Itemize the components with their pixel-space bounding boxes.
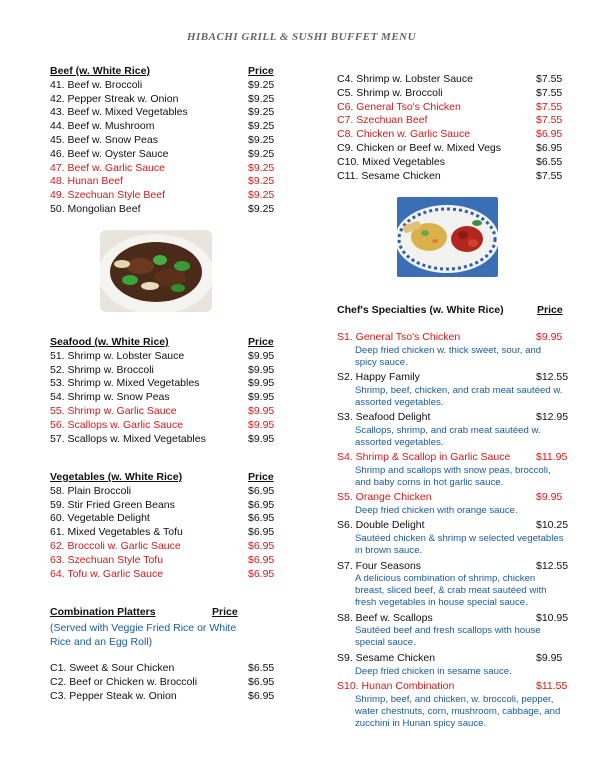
- item-name: 52. Shrimp w. Broccoli: [50, 363, 154, 376]
- specialty-row: [337, 519, 577, 533]
- item-price: $7.55: [536, 114, 563, 127]
- item-price: $12.55: [536, 559, 569, 572]
- combination-header-label: Combination Platters: [50, 606, 156, 618]
- specialty-row: [337, 491, 577, 505]
- item-name: S4. Shrimp & Scallop in Garlic Sauce: [337, 451, 511, 464]
- seafood-header-label: Seafood (w. White Rice): [50, 336, 169, 348]
- item-name: C7. Szechuan Beef: [337, 114, 428, 127]
- item-name: C1. Sweet & Sour Chicken: [50, 662, 175, 674]
- item-name: S10. Hunan Combination: [337, 679, 455, 692]
- item-price: $6.95: [248, 675, 275, 688]
- menu-item: [337, 142, 567, 156]
- item-name: S8. Beef w. Scallops: [337, 611, 433, 624]
- menu-item: [50, 364, 280, 378]
- specialty-description: assorted vegetables.: [355, 436, 444, 448]
- menu-item: [50, 93, 280, 107]
- item-name: 55. Shrimp w. Garlic Sauce: [50, 404, 177, 417]
- specialty-item: [337, 371, 577, 409]
- item-name: 43. Beef w. Mixed Vegetables: [50, 106, 188, 119]
- beef-section: [50, 65, 280, 217]
- specialty-row: [337, 371, 577, 385]
- specialty-item: [337, 560, 577, 610]
- item-name: C5. Shrimp w. Broccoli: [337, 86, 443, 99]
- item-name: C4. Shrimp w. Lobster Sauce: [337, 73, 473, 85]
- item-price: $9.25: [248, 147, 275, 160]
- item-price: $12.95: [536, 411, 569, 424]
- item-price: $6.95: [248, 567, 275, 580]
- menu-item: [50, 350, 280, 364]
- item-price: $6.55: [248, 662, 275, 674]
- specialty-description: Deep fried chicken w. thick sweet, sour, and: [355, 344, 542, 356]
- beef-price-label: Price: [248, 65, 274, 77]
- menu-item: [337, 114, 567, 128]
- item-price: $9.25: [248, 106, 275, 119]
- item-price: $6.95: [248, 553, 275, 566]
- menu-item: [337, 156, 567, 170]
- item-price: $9.95: [248, 349, 275, 362]
- item-price: $9.95: [536, 491, 563, 504]
- item-price: $9.25: [248, 133, 275, 146]
- item-price: $9.95: [536, 651, 563, 664]
- seafood-section: [50, 336, 280, 446]
- combo-plate-photo: [397, 197, 498, 277]
- item-price: $6.95: [248, 689, 275, 702]
- item-name: S7. Four Seasons: [337, 559, 422, 572]
- specialty-description: Scallops, shrimp, and crab meat sautéed w.: [355, 424, 541, 436]
- specialties-header-block: [337, 304, 577, 318]
- item-name: 46. Beef w. Oyster Sauce: [50, 147, 169, 160]
- combination-list-left: [50, 662, 280, 703]
- vegetables-header-label: Vegetables (w. White Rice): [50, 471, 183, 483]
- item-name: C9. Chicken or Beef w. Mixed Vegs: [337, 141, 501, 154]
- menu-item: [50, 512, 280, 526]
- item-price: $11.55: [536, 679, 568, 692]
- item-name: 49. Szechuan Style Beef: [50, 189, 165, 202]
- menu-item: [50, 203, 280, 217]
- item-price: $6.95: [248, 526, 275, 539]
- specialty-description: Sautéed beef and fresh scallops with house: [355, 625, 541, 637]
- specialty-row: [337, 680, 577, 694]
- item-name: C10. Mixed Vegetables: [337, 155, 445, 168]
- menu-item: [50, 419, 280, 433]
- menu-item: [50, 540, 280, 554]
- item-name: 57. Scallops w. Mixed Vegetables: [50, 432, 206, 445]
- specialty-item: [337, 451, 577, 489]
- item-name: 44. Beef w. Mushroom: [50, 120, 155, 133]
- menu-title: HIBACHI GRILL & SUSHI BUFFET MENU: [186, 31, 417, 43]
- item-price: $9.95: [248, 377, 275, 390]
- menu-item: [50, 433, 280, 447]
- specialty-row: [337, 451, 577, 465]
- item-name: 42. Pepper Streak w. Onion: [50, 92, 179, 105]
- item-price: $6.95: [248, 498, 275, 511]
- specialty-description: Sautéed chicken & shrimp w selected vegetables: [355, 533, 564, 545]
- specialty-description: Deep fried chicken with orange sauce.: [355, 505, 518, 517]
- item-price: $10.25: [536, 519, 569, 532]
- specialty-description: Shrimp, beef, and chicken, w. broccoli, pepper,: [355, 693, 554, 705]
- item-name: 56. Scallops w. Garlic Sauce: [50, 418, 184, 431]
- item-name: 58. Plain Broccoli: [50, 484, 132, 497]
- item-name: C8. Chicken w. Garlic Sauce: [337, 128, 471, 141]
- specialty-description: and baby corns in hot garlic sauce.: [355, 477, 504, 489]
- item-name: 50. Mongolian Beef: [50, 202, 141, 215]
- item-price: $9.95: [248, 418, 275, 431]
- specialty-item: [337, 652, 577, 678]
- menu-item: [337, 73, 567, 87]
- item-price: $9.95: [248, 363, 275, 376]
- specialty-description: water chestnuts, corn, mushroom, cabbage, and: [355, 705, 561, 717]
- seafood-price-label: Price: [248, 336, 274, 348]
- item-price: $9.95: [248, 432, 275, 445]
- item-name: S9. Sesame Chicken: [337, 651, 436, 664]
- menu-item: [50, 175, 280, 189]
- menu-item: [50, 568, 280, 582]
- item-name: C2. Beef or Chicken w. Broccoli: [50, 675, 198, 688]
- specialty-item: [337, 612, 577, 650]
- item-name: S6. Double Delight: [337, 519, 425, 532]
- item-price: $6.95: [248, 512, 275, 525]
- beef-dish-photo: [100, 230, 212, 312]
- specialty-description: fresh vegetables in house special sauce.: [355, 597, 528, 609]
- item-price: $6.95: [248, 539, 275, 552]
- combination-price-label: Price: [212, 606, 238, 618]
- specialties-header: [337, 304, 577, 318]
- specialty-item: [337, 331, 577, 369]
- menu-item: [50, 106, 280, 120]
- item-price: $9.25: [248, 175, 275, 188]
- item-price: $6.95: [536, 141, 563, 154]
- menu-item: [50, 120, 280, 134]
- item-price: $9.25: [248, 202, 275, 215]
- menu-item: [50, 391, 280, 405]
- combination-note: (Served with Veggie Fried Rice or White Rice and an Egg Roll): [50, 621, 237, 648]
- specialty-description: spicy sauce.: [355, 356, 408, 368]
- specialty-description: Shrimp and scallops with snow peas, broccoli,: [355, 465, 551, 477]
- seafood-header: [50, 336, 280, 350]
- specialty-row: [337, 612, 577, 626]
- menu-item: [50, 79, 280, 93]
- item-price: $9.95: [536, 331, 563, 343]
- specialties-list: [337, 331, 577, 732]
- item-name: C3. Pepper Steak w. Onion: [50, 689, 177, 702]
- menu-item: [50, 499, 280, 513]
- specialty-description: A delicious combination of shrimp, chicken: [355, 573, 536, 585]
- menu-item: [50, 377, 280, 391]
- menu-item: [337, 170, 567, 184]
- item-name: 61. Mixed Vegetables & Tofu: [50, 526, 183, 539]
- menu-item: [50, 676, 280, 690]
- specialty-row: [337, 560, 577, 574]
- specialty-row: [337, 411, 577, 425]
- menu-item: [50, 554, 280, 568]
- item-price: $10.95: [536, 611, 569, 624]
- item-name: C6. General Tso's Chicken: [337, 100, 461, 113]
- item-name: 60. Vegetable Delight: [50, 512, 150, 525]
- specialty-description: zucchini in Hunan spicy sauce.: [355, 717, 487, 729]
- specialty-description: breast, sliced beef, & crab meat sautéed with: [355, 585, 547, 597]
- item-price: $9.25: [248, 189, 275, 202]
- menu-item: [337, 101, 567, 115]
- item-price: $9.95: [248, 404, 275, 417]
- beef-header: [50, 65, 280, 79]
- menu-item: [50, 148, 280, 162]
- item-price: $9.95: [248, 391, 275, 404]
- specialty-item: [337, 680, 577, 730]
- item-name: 47. Beef w. Garlic Sauce: [50, 161, 165, 174]
- specialty-description: assorted vegetables.: [355, 396, 444, 408]
- specialty-description: special sauce.: [355, 637, 416, 649]
- menu-item: [50, 162, 280, 176]
- specialty-item: [337, 491, 577, 517]
- combination-header-block: [50, 606, 280, 649]
- item-price: $6.95: [248, 484, 275, 497]
- specialty-description: Deep fried chicken in sesame sauce.: [355, 665, 512, 677]
- specialties-header-label: Chef's Specialties (w. White Rice): [337, 304, 504, 316]
- item-price: $7.55: [536, 86, 563, 99]
- item-price: $6.55: [536, 155, 563, 168]
- item-price: $7.55: [536, 169, 563, 182]
- item-name: 63. Szechuan Style Tofu: [50, 553, 164, 566]
- item-name: S5. Orange Chicken: [337, 491, 432, 504]
- item-name: 54. Shrimp w. Snow Peas: [50, 391, 170, 404]
- menu-item: [50, 690, 280, 704]
- item-name: 62. Broccoli w. Garlic Sauce: [50, 539, 181, 552]
- menu-item: [337, 128, 567, 142]
- item-name: 59. Stir Fried Green Beans: [50, 498, 175, 511]
- menu-item: [50, 134, 280, 148]
- menu-item: [50, 662, 280, 676]
- item-price: $7.55: [536, 73, 563, 85]
- item-name: 48. Hunan Beef: [50, 175, 123, 188]
- item-name: 64. Tofu w. Garlic Sauce: [50, 567, 164, 580]
- item-price: $12.55: [536, 371, 569, 384]
- item-price: $9.25: [248, 161, 275, 174]
- specialty-item: [337, 411, 577, 449]
- item-name: 51. Shrimp w. Lobster Sauce: [50, 349, 185, 362]
- item-name: S2. Happy Family: [337, 371, 420, 384]
- combination-header: [50, 606, 280, 620]
- specialty-row: [337, 331, 577, 345]
- specialty-description: in brown sauce.: [355, 545, 423, 557]
- item-name: 41. Beef w. Broccoli: [50, 78, 143, 91]
- vegetables-header: [50, 471, 280, 485]
- beef-header-label: Beef (w. White Rice): [50, 65, 150, 77]
- specialties-price-label: Price: [537, 304, 563, 316]
- menu-item: [50, 405, 280, 419]
- specialty-item: [337, 519, 577, 557]
- menu-item: [50, 526, 280, 540]
- menu-item: [50, 485, 280, 499]
- item-price: $7.55: [536, 100, 563, 113]
- combination-list-right: [337, 73, 567, 183]
- item-name: C11. Sesame Chicken: [337, 169, 441, 182]
- item-name: 53. Shrimp w. Mixed Vegetables: [50, 377, 200, 390]
- item-price: $9.25: [248, 120, 275, 133]
- item-name: 45. Beef w. Snow Peas: [50, 133, 158, 146]
- item-name: S3. Seafood Delight: [337, 411, 431, 424]
- item-name: S1. General Tso's Chicken: [337, 331, 461, 343]
- vegetables-section: [50, 471, 280, 581]
- item-price: $11.95: [536, 451, 568, 464]
- item-price: $9.25: [248, 78, 275, 91]
- specialty-description: Shrimp, beef, chicken, and crab meat sautéed w.: [355, 384, 563, 396]
- vegetables-price-label: Price: [248, 471, 274, 483]
- specialty-row: [337, 652, 577, 666]
- menu-item: [337, 87, 567, 101]
- item-price: $9.25: [248, 92, 275, 105]
- menu-item: [50, 189, 280, 203]
- item-price: $6.95: [536, 128, 563, 141]
